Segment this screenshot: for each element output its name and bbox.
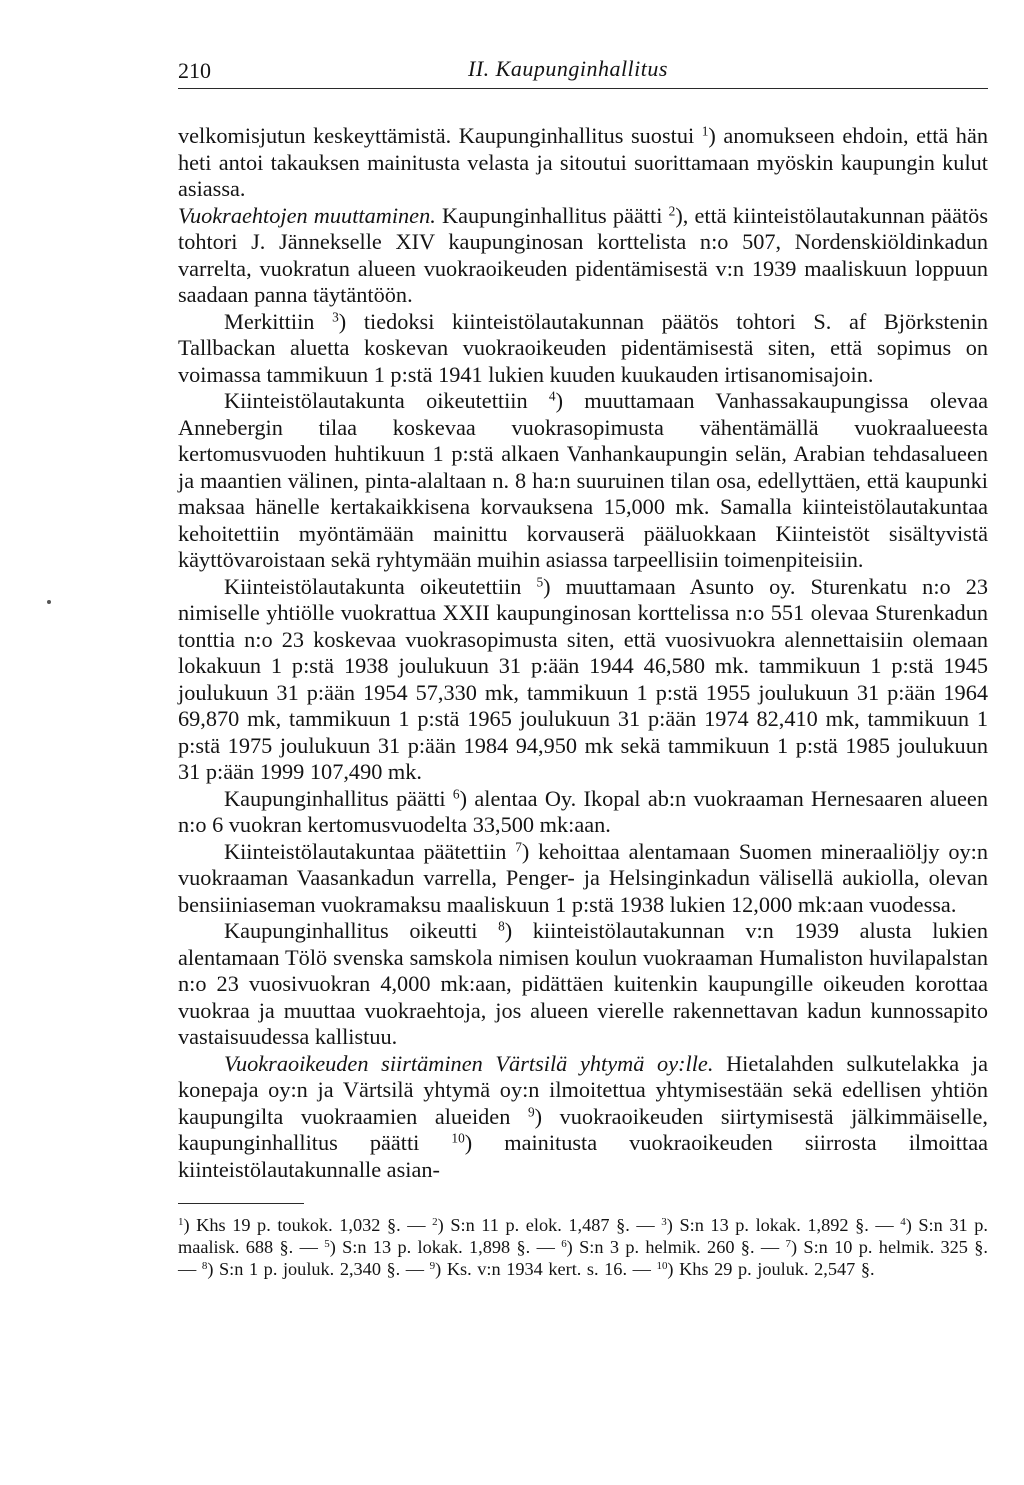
footnote-paren: ) bbox=[207, 1259, 220, 1279]
footnote-item bbox=[656, 1259, 874, 1279]
footnote-reference: 3 bbox=[332, 309, 339, 325]
paragraph-text: ) alentaa Oy. Ikopal ab:n vuokraaman Hernesaaren alueen n:o 6 vuokran kertomusvuodelta 33,500 mk:aan. bbox=[178, 785, 988, 837]
footnote-text: Khs 19 p. toukok. 1,032 §. — bbox=[196, 1215, 433, 1235]
paragraph-text: Kiinteistölautakuntaa päätettiin bbox=[224, 838, 516, 864]
paragraph-text: ) tiedoksi kiinteistölautakunnan päätös tohtori S. af Björkstenin Tallbackan aluetta koskevan vuokraoikeuden pidentämisestä siten, että sopimus on voimassa tammikuun 1 p:stä 1941 lukien kuuden kuukauden irtisanomisajoin. bbox=[178, 308, 988, 387]
paragraph bbox=[178, 574, 988, 786]
footnote-text: S:n 13 p. lokak. 1,892 §. — bbox=[679, 1215, 901, 1235]
footnote-item bbox=[324, 1237, 561, 1257]
paragraph-text: ) kehoittaa alentamaan Suomen mineraaliöljy oy:n vuokraaman Vaasankadun varrella, Penger- ja Helsinginkadun välisellä aukiolla, olevan bensiiniaseman vuokramaksu maaliskuun 1 p:stä 1938 lukien 12,000 mk:aan vuodessa. bbox=[178, 838, 988, 917]
body-text bbox=[178, 123, 988, 1183]
footnote-text: S:n 1 p. jouluk. 2,340 §. — bbox=[219, 1259, 430, 1279]
document-page bbox=[178, 48, 988, 1280]
footnote-paren: ) bbox=[566, 1237, 580, 1257]
footnote-item bbox=[178, 1215, 432, 1235]
footnote-reference: 6 bbox=[452, 786, 460, 802]
footnote-number: 6 bbox=[561, 1237, 567, 1250]
footnote-number: 1 bbox=[178, 1215, 184, 1228]
paragraph bbox=[178, 203, 988, 309]
footnote-text: S:n 3 p. helmik. 260 §. — bbox=[579, 1237, 786, 1257]
footnote-item bbox=[430, 1259, 657, 1279]
paragraph bbox=[178, 839, 988, 919]
paragraph-text: ) kiinteistölautakunnan v:n 1939 alusta lukien alentamaan Tölö svenska samskola nimisen koulun vuokraaman Humaliston huvilapalstan n:o 23 vuosivuokran 4,000 mk:aan, pidättäen kuitenkin kaupungille oikeuden korottaa vuokraa ja muuttaa vuokraehtoja, jos alueen vierelle rakennettavan kadun kunnossapito vastaisuudessa kallistuu. bbox=[178, 918, 988, 1049]
paragraph bbox=[178, 388, 988, 574]
paragraph bbox=[178, 309, 988, 389]
footnotes bbox=[178, 1214, 988, 1280]
footnote-paren: ) bbox=[435, 1259, 447, 1279]
paragraph bbox=[178, 786, 988, 839]
running-header bbox=[178, 48, 988, 89]
footnote-paren: ) bbox=[667, 1259, 680, 1279]
paragraph-text: Kiinteistölautakunta oikeutettiin bbox=[224, 388, 549, 413]
paragraph-text: Kiinteistölautakunta oikeutettiin bbox=[224, 573, 537, 599]
footnote-text: Khs 29 p. jouluk. 2,547 §. bbox=[679, 1259, 875, 1279]
footnote-reference: 4 bbox=[548, 388, 556, 404]
footnote-text: S:n 10 p. helmik. 325 §. — bbox=[178, 1237, 988, 1279]
paragraph-text: Kaupunginhallitus päätti bbox=[224, 785, 453, 811]
paragraph-text: ) muuttamaan Vanhassakaupungissa olevaa Annebergin tilaa koskevaa vuokrasopimusta vähentämällä vuokraalueesta kertomusvuoden huhtikuun 1 p:stä alkaen Vanhankaupungin selän, Arabian tehdasalueen ja maantien välinen, pinta-alaltaan n. 8 ha:n suuruinen tilan osa, edellyttäen, että kaupunki maksaa hänelle kertakaikkisena korvauksena 15,000 mk. Samalla kiinteistölautakuntaa kehoitettiin myöntämään mainittu korvauserä pääluokkaan Kiinteistöt sisältyvistä käyttövaroistaan sekä ryhtymään muihin asiassa tarpeellisiin toimenpiteisiin. bbox=[178, 388, 988, 572]
footnote-paren: ) bbox=[790, 1237, 804, 1257]
footnote-reference: 5 bbox=[536, 574, 544, 590]
footnote-text: S:n 31 p. maalisk. 688 §. — bbox=[178, 1215, 988, 1257]
footnote-text: S:n 11 p. elok. 1,487 §. — bbox=[450, 1215, 662, 1235]
footnote-number: 9 bbox=[429, 1259, 436, 1272]
footnote-paren: ) bbox=[183, 1215, 197, 1235]
paragraph-text: ) vuokraoikeuden siirtymisestä jälkimmäiselle, kaupunginhallitus päätti bbox=[178, 1103, 988, 1155]
footnote-number: 10 bbox=[656, 1259, 668, 1272]
footnote-reference: 2 bbox=[668, 203, 676, 219]
paragraph-text: Kaupunginhallitus päätti bbox=[435, 202, 669, 228]
footnote-reference: 8 bbox=[498, 918, 505, 934]
footnote-paren: ) bbox=[329, 1237, 343, 1257]
footnote-text: Ks. v:n 1934 kert. s. 16. — bbox=[446, 1259, 657, 1279]
paragraph bbox=[178, 1051, 988, 1184]
footnote-item bbox=[561, 1237, 785, 1257]
footnote-paren: ) bbox=[666, 1215, 680, 1235]
footnote-reference: 10 bbox=[451, 1130, 465, 1146]
footnote-number: 8 bbox=[201, 1259, 208, 1272]
footnote-text: S:n 13 p. lokak. 1,898 §. — bbox=[342, 1237, 562, 1257]
footnote-divider bbox=[178, 1203, 304, 1204]
page-number: 210 bbox=[178, 58, 211, 83]
paragraph-text: ) mainitusta vuokraoikeuden siirrosta ilmoittaa kiinteistölautakunnalle asian- bbox=[178, 1130, 988, 1182]
paragraph-text: velkomisjutun keskeyttämistä. Kaupunginhallitus suostui bbox=[178, 123, 702, 148]
footnote-number: 5 bbox=[324, 1237, 330, 1250]
footnote-item bbox=[202, 1259, 430, 1279]
footnote-number: 2 bbox=[432, 1215, 438, 1228]
footnote-paren: ) bbox=[905, 1215, 919, 1235]
section-heading: Vuokraehtojen muuttaminen. bbox=[178, 202, 436, 228]
footnote-reference: 7 bbox=[515, 839, 522, 855]
paragraph bbox=[178, 918, 988, 1051]
paragraph-text: Hietalahden sulkutelakka ja konepaja oy:n ja Värtsilä yhtymä oy:n ilmoitettua yhtymisestään sekä edellisen yhtiön kaupungilta vuokraamien alueiden bbox=[178, 1050, 988, 1129]
scan-speck bbox=[47, 600, 51, 604]
footnote-number: 4 bbox=[900, 1215, 906, 1228]
footnote-paren: ) bbox=[437, 1215, 451, 1235]
paragraph-text: ) anomukseen ehdoin, että hän heti antoi takauksen mainitusta velasta ja sitoutui suorittamaan myöskin kaupungin kulut asiassa. bbox=[178, 123, 989, 201]
section-heading: Vuokraoikeuden siirtäminen Värtsilä yhtymä oy:lle. bbox=[224, 1050, 714, 1076]
footnote-reference: 1 bbox=[701, 123, 709, 139]
paragraph-text: ), että kiinteistölautakunnan päätös tohtori J. Jännekselle XIV kaupunginosan korttelista n:o 507, Nordenskiöldinkadun varrelta, vuokratun alueen vuokraoikeuden pidentämisestä v:n 1939 maaliskuun loppuun saadaan panna täytäntöön. bbox=[178, 202, 988, 307]
footnote-list bbox=[178, 1214, 988, 1280]
footnote-item bbox=[432, 1215, 661, 1235]
footnote-number: 3 bbox=[661, 1215, 667, 1228]
paragraph bbox=[178, 123, 988, 203]
paragraph-text: Kaupunginhallitus oikeutti bbox=[224, 918, 499, 943]
footnote-reference: 9 bbox=[527, 1104, 535, 1120]
footnote-number: 7 bbox=[785, 1237, 791, 1250]
paragraph-text: ) muuttamaan Asunto oy. Sturenkatu n:o 23 nimiselle yhtiölle vuokrattua XXII kaupunginosan korttelissa n:o 551 olevaa Sturenkadun tonttia n:o 23 koskevaa vuokrasopimusta siten, että vuosivuokra alennettaisiin olemaan lokakuun 1 p:stä 1938 joulukuun 31 p:ään 1944 46,580 mk. tammikuun 1 p:stä 1945 joulukuun 31 p:ään 1954 57,330 mk, tammikuun 1 p:stä 1955 joulukuun 31 p:ään 1964 69,870 mk, tammikuun 1 p:stä 1965 joulukuun 31 p:ään 1974 82,410 mk, tammikuun 1 p:stä 1975 joulukuun 31 p:ään 1984 94,950 mk sekä tammikuun 1 p:stä 1985 joulukuun 31 p:ään 1999 107,490 mk. bbox=[178, 573, 988, 784]
chapter-title: II. Kaupunginhallitus bbox=[468, 56, 668, 81]
paragraph-text: Merkittiin bbox=[224, 308, 333, 334]
footnote-item bbox=[661, 1215, 900, 1235]
